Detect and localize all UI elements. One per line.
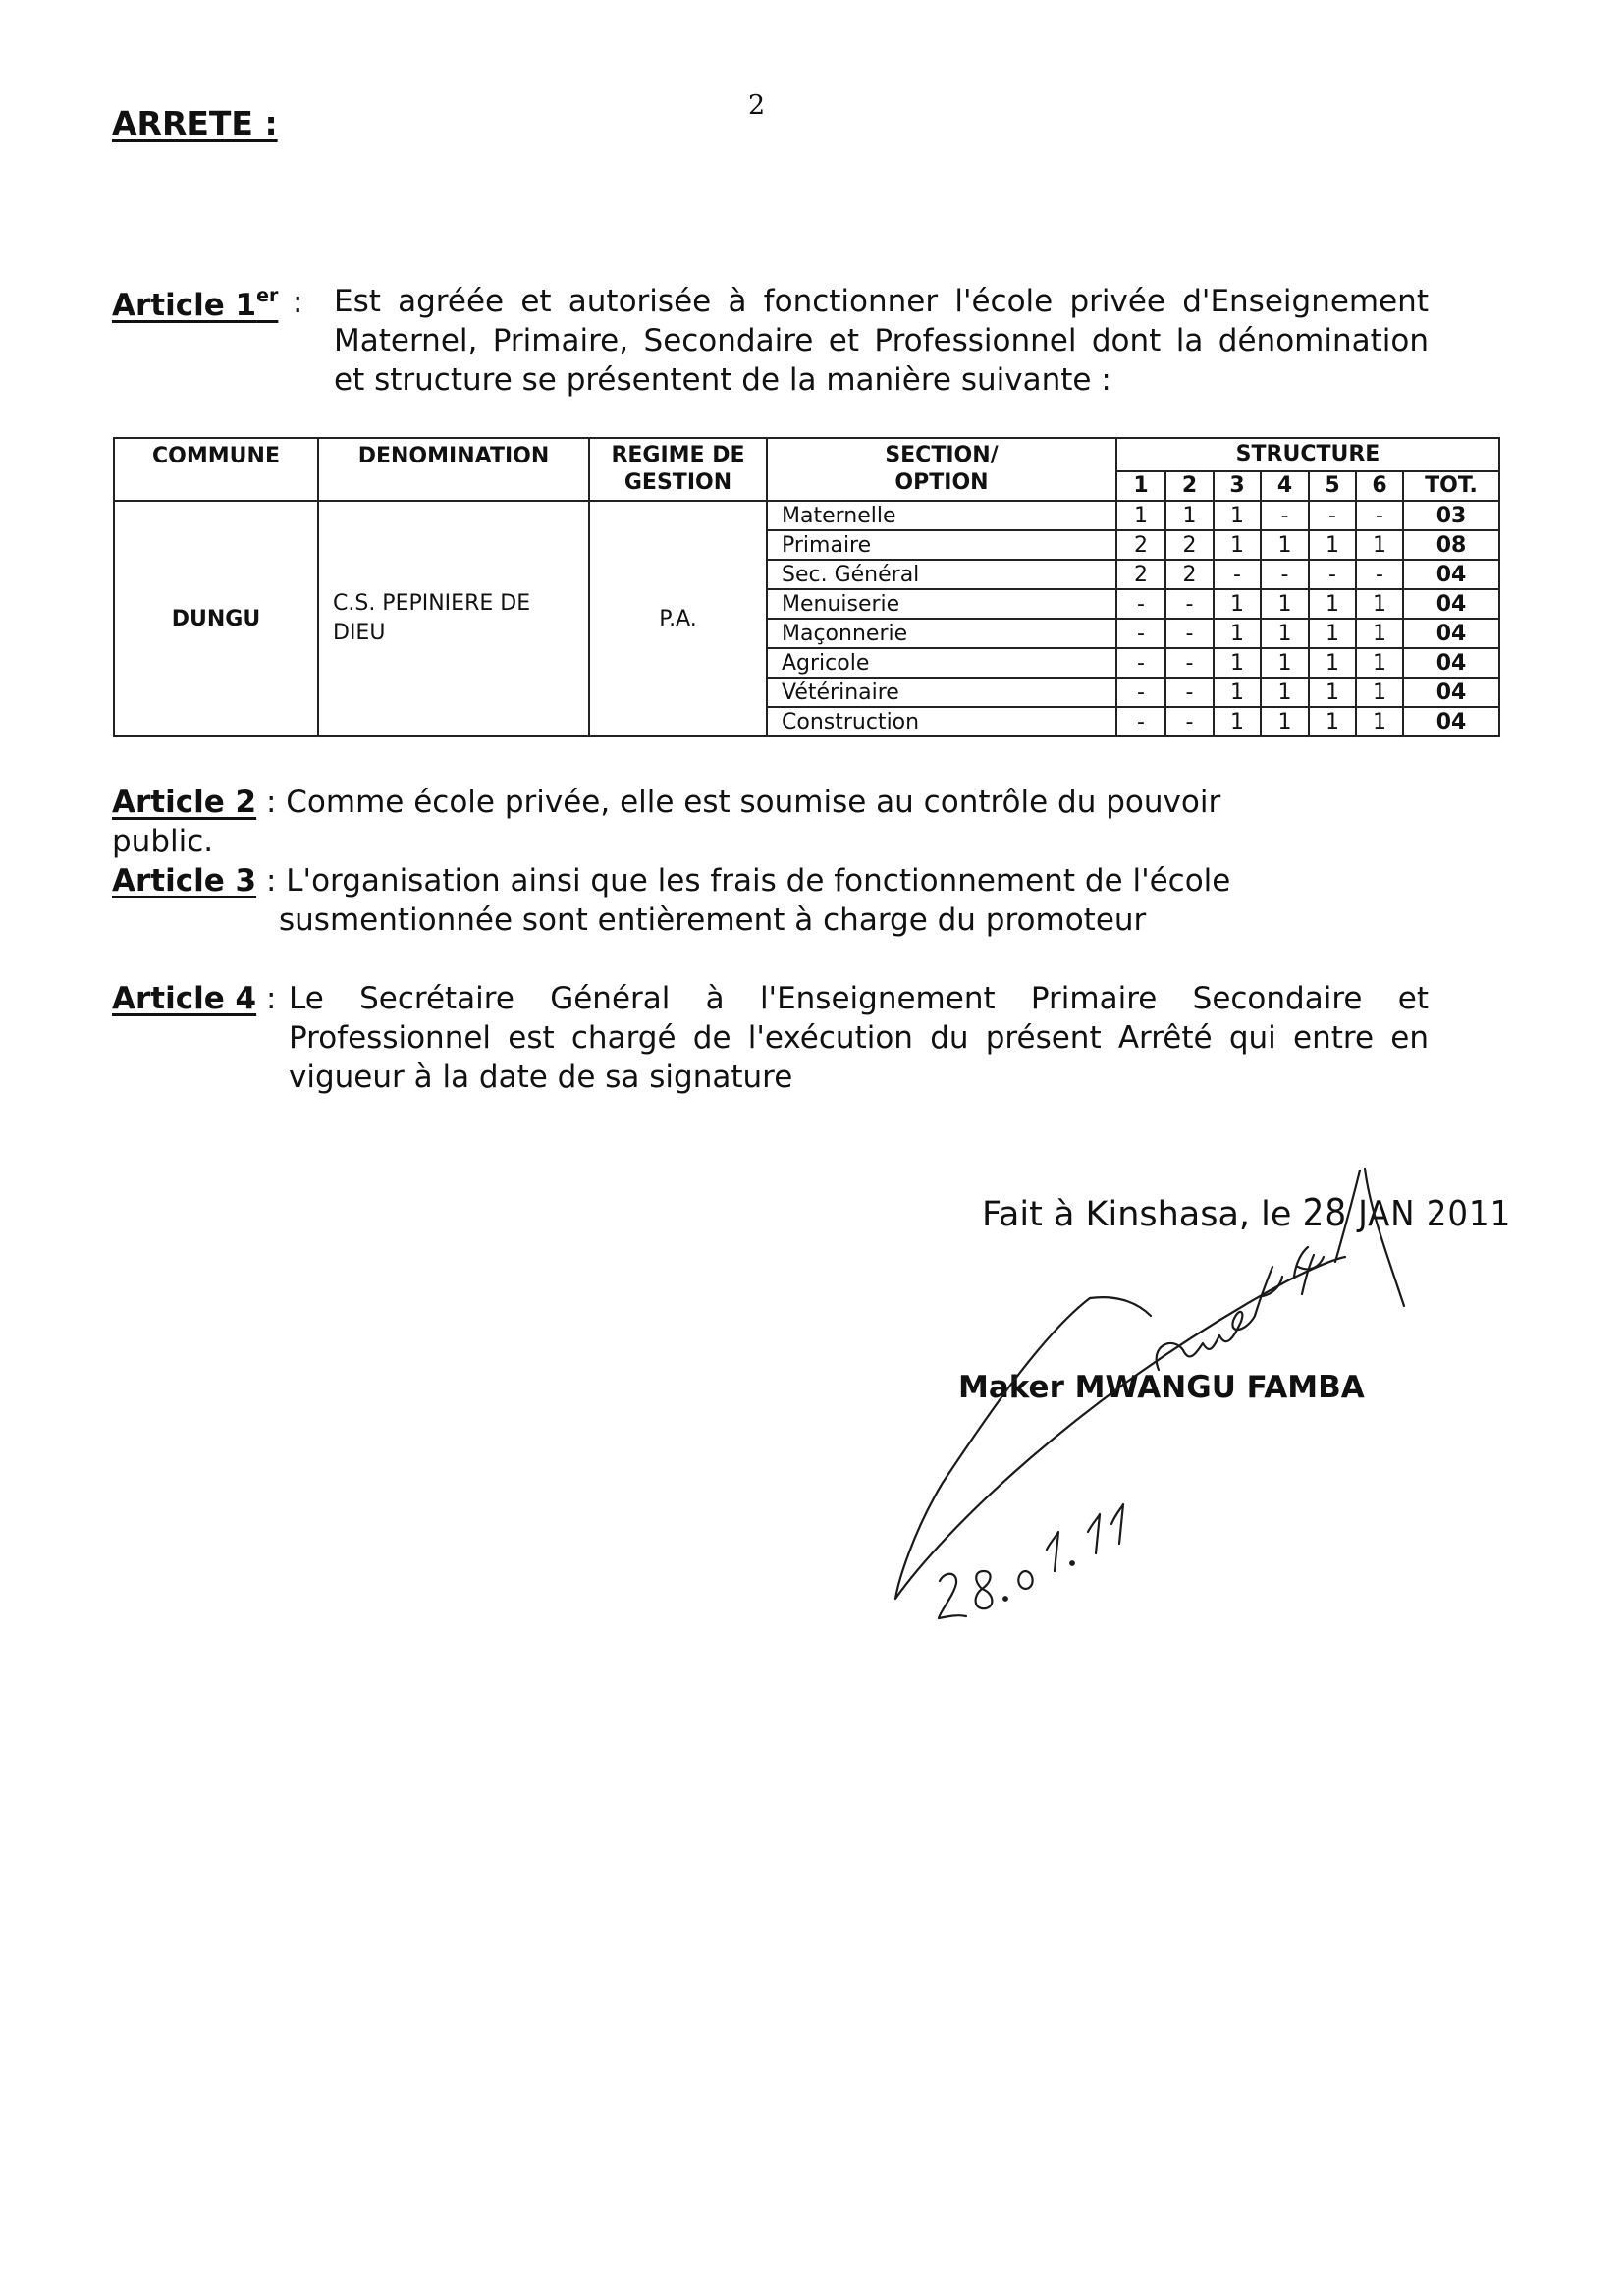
struct-cell: 2 — [1165, 530, 1214, 560]
article-3-line2: susmentionnée sont entièrement à charge du promoteur — [279, 902, 1147, 938]
denomination-cell — [318, 501, 589, 736]
article-3-line1: : L'organisation ainsi que les frais de fonctionnement de l'école — [265, 863, 1231, 898]
struct-cell: 1 — [1165, 501, 1214, 530]
struct-cell: - — [1116, 707, 1165, 736]
option-cell: Maternelle — [767, 501, 1116, 530]
article-1-text: Est agréée et autorisée à fonctionner l'école privée d'Enseignement Maternel, Primaire, Secondaire et Professionnel dont la dénomination et structure se présentent de la manière suivante : — [334, 284, 1429, 398]
struct-cell: 1 — [1356, 707, 1403, 736]
header-denomination: DENOMINATION — [318, 438, 589, 501]
header-col-total: TOT. — [1403, 471, 1499, 501]
struct-cell: 1 — [1309, 619, 1356, 648]
place-text: Fait à Kinshasa, le — [982, 1195, 1292, 1234]
struct-cell: - — [1165, 648, 1214, 678]
article-3 — [112, 861, 1329, 938]
page-number: 2 — [748, 90, 766, 121]
article-4-label: Article 4 — [112, 981, 257, 1016]
struct-cell: 2 — [1116, 560, 1165, 589]
struct-cell: 1 — [1261, 619, 1309, 648]
total-cell: 03 — [1403, 501, 1499, 530]
article-2 — [112, 783, 1329, 861]
article-1-label-sup: er — [256, 285, 279, 306]
total-cell: 04 — [1403, 589, 1499, 619]
article-2-text: : Comme école privée, elle est soumise au contrôle du pouvoir public. — [112, 785, 1221, 859]
denomination-line1: C.S. PEPINIERE DE — [333, 591, 531, 616]
header-regime-line2: GESTION — [623, 470, 732, 495]
place-and-date — [982, 1191, 1511, 1234]
struct-cell: - — [1261, 560, 1309, 589]
struct-cell: 1 — [1261, 678, 1309, 707]
header-col-4: 4 — [1261, 471, 1309, 501]
total-cell: 04 — [1403, 707, 1499, 736]
struct-cell: 1 — [1116, 501, 1165, 530]
struct-cell: 1 — [1309, 707, 1356, 736]
struct-cell: - — [1116, 678, 1165, 707]
commune-cell: DUNGU — [114, 501, 318, 736]
date-month-year: JAN 2011 — [1358, 1194, 1512, 1234]
article-2-label: Article 2 — [112, 785, 257, 820]
total-cell: 04 — [1403, 648, 1499, 678]
header-structure: STRUCTURE — [1116, 438, 1499, 471]
option-cell: Construction — [767, 707, 1116, 736]
struct-cell: - — [1309, 560, 1356, 589]
struct-cell: 1 — [1356, 619, 1403, 648]
struct-cell: - — [1165, 589, 1214, 619]
header-col-2: 2 — [1165, 471, 1214, 501]
struct-cell: 2 — [1165, 560, 1214, 589]
header-section-line1: SECTION/ — [885, 443, 999, 467]
struct-cell: 1 — [1214, 678, 1261, 707]
struct-cell: - — [1165, 678, 1214, 707]
struct-cell: 1 — [1261, 648, 1309, 678]
regime-cell: P.A. — [589, 501, 767, 736]
header-regime-line1: REGIME DE — [611, 443, 745, 467]
struct-cell: - — [1261, 501, 1309, 530]
struct-cell: 1 — [1214, 707, 1261, 736]
struct-cell: 1 — [1309, 678, 1356, 707]
struct-cell: 1 — [1356, 530, 1403, 560]
struct-cell: 1 — [1214, 619, 1261, 648]
header-regime — [589, 438, 767, 501]
table-row — [114, 501, 1499, 530]
struct-cell: 1 — [1356, 678, 1403, 707]
header-col-5: 5 — [1309, 471, 1356, 501]
struct-cell: 1 — [1309, 589, 1356, 619]
option-cell: Maçonnerie — [767, 619, 1116, 648]
struct-cell: 1 — [1214, 530, 1261, 560]
option-cell: Menuiserie — [767, 589, 1116, 619]
struct-cell: 1 — [1309, 530, 1356, 560]
signer-name: Maker MWANGU FAMBA — [958, 1370, 1365, 1405]
article-4-colon: : — [265, 981, 277, 1016]
struct-cell: 1 — [1356, 589, 1403, 619]
total-cell: 04 — [1403, 678, 1499, 707]
struct-cell: 2 — [1116, 530, 1165, 560]
header-col-1: 1 — [1116, 471, 1165, 501]
header-section — [767, 438, 1116, 501]
struct-cell: 1 — [1261, 707, 1309, 736]
struct-cell: 1 — [1309, 648, 1356, 678]
article-1-label — [112, 285, 278, 323]
total-cell: 04 — [1403, 560, 1499, 589]
header-col-3: 3 — [1214, 471, 1261, 501]
document-heading: ARRETE : — [112, 104, 278, 142]
article-1-colon: : — [293, 285, 303, 320]
header-col-6: 6 — [1356, 471, 1403, 501]
struct-cell: 1 — [1356, 648, 1403, 678]
total-cell: 04 — [1403, 619, 1499, 648]
struct-cell: - — [1165, 619, 1214, 648]
date-day: 28 — [1302, 1191, 1348, 1234]
struct-cell: - — [1116, 619, 1165, 648]
article-1-label-text: Article 1 — [112, 288, 257, 323]
struct-cell: - — [1356, 560, 1403, 589]
article-4-text: Le Secrétaire Général à l'Enseignement Primaire Secondaire et Professionnel est chargé de l'exécution du présent Arrêté qui entre en vigueur à la date de sa signature — [289, 981, 1429, 1095]
struct-cell: - — [1116, 589, 1165, 619]
struct-cell: 1 — [1214, 501, 1261, 530]
option-cell: Primaire — [767, 530, 1116, 560]
total-cell: 08 — [1403, 530, 1499, 560]
option-cell: Agricole — [767, 648, 1116, 678]
struct-cell: - — [1309, 501, 1356, 530]
struct-cell: 1 — [1261, 589, 1309, 619]
struct-cell: 1 — [1214, 589, 1261, 619]
struct-cell: - — [1116, 648, 1165, 678]
struct-cell: - — [1356, 501, 1403, 530]
article-3-label: Article 3 — [112, 863, 257, 898]
header-commune: COMMUNE — [114, 438, 318, 501]
struct-cell: - — [1214, 560, 1261, 589]
denomination-line2: DIEU — [333, 621, 386, 645]
struct-cell: 1 — [1214, 648, 1261, 678]
struct-cell: 1 — [1261, 530, 1309, 560]
option-cell: Vétérinaire — [767, 678, 1116, 707]
header-section-line2: OPTION — [894, 470, 989, 495]
school-structure-table — [113, 437, 1500, 737]
option-cell: Sec. Général — [767, 560, 1116, 589]
struct-cell: - — [1165, 707, 1214, 736]
